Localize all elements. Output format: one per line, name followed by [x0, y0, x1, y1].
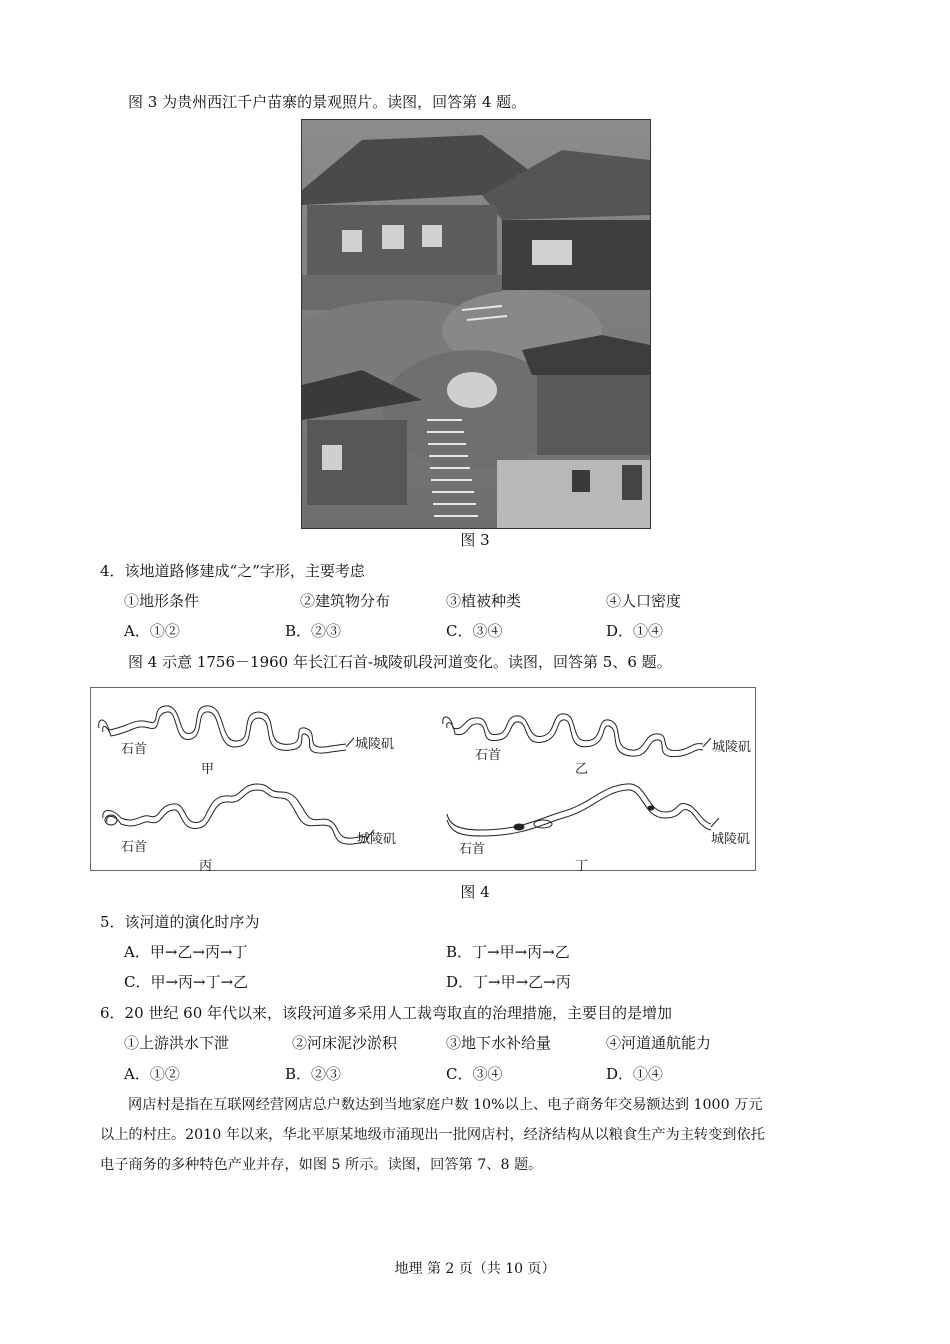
q6-choice-c: C．③④ [446, 1065, 503, 1083]
q6-choice-d: D．①④ [606, 1065, 664, 1083]
panel-c-label: 丙 [199, 859, 213, 874]
panel-b-start-label: 石首 [475, 748, 502, 763]
passage-line-2: 以上的村庄。2010 年以来，华北平原某地级市涌现出一批网店村，经济结构从以粮食生产为主转变到依托 [100, 1127, 765, 1143]
q6-choice-b: B．②③ [285, 1065, 342, 1083]
panel-a-label: 甲 [201, 762, 215, 777]
q6-stem: 6．20 世纪 60 年代以来，该段河道多采用人工裁弯取直的治理措施，主要目的是增加 [100, 1004, 673, 1022]
passage-line-1: 网店村是指在互联网经营网店总户数达到当地家庭户数 10%以上、电子商务年交易额达到 1000 万元 [128, 1097, 763, 1113]
q4-choice-c: C．③④ [446, 622, 503, 640]
q6-item-3: ③地下水补给量 [446, 1034, 552, 1052]
river-evolution-figure [90, 687, 756, 874]
q4-choice-d: D．①④ [606, 622, 664, 640]
panel-d-label: 丁 [575, 859, 589, 874]
q6-choice-a: A．①② [124, 1065, 180, 1083]
panel-b-label: 乙 [575, 762, 589, 777]
q4-item-3: ③植被种类 [446, 592, 522, 610]
fig4-caption: 图 4 [460, 883, 490, 901]
fig3-caption: 图 3 [460, 531, 490, 549]
panel-c-end-label: 城陵矶 [357, 832, 397, 847]
panel-a-start-label: 石首 [121, 742, 148, 757]
q5-choice-c: C．甲→丙→丁→乙 [124, 973, 249, 991]
q5-choice-b: B．丁→甲→丙→乙 [446, 943, 570, 961]
q4-choice-b: B．②③ [285, 622, 342, 640]
q6-item-2: ②河床泥沙淤积 [292, 1034, 398, 1052]
q5-stem: 5．该河道的演化时序为 [100, 913, 260, 931]
page-footer: 地理 第 2 页（共 10 页） [394, 1261, 556, 1277]
fig4-intro: 图 4 示意 1756－1960 年长江石首-城陵矶段河道变化。读图，回答第 5、6 题。 [128, 653, 672, 671]
q6-item-1: ①上游洪水下泄 [124, 1034, 230, 1052]
panel-c-start-label: 石首 [121, 840, 148, 855]
q5-choice-d: D．丁→甲→乙→丙 [446, 973, 571, 991]
q4-stem: 4．该地道路修建成“之”字形，主要考虑 [100, 562, 365, 580]
q4-item-4: ④人口密度 [606, 592, 682, 610]
panel-b-end-label: 城陵矶 [712, 740, 752, 755]
panel-d-end-label: 城陵矶 [711, 832, 751, 847]
q5-choice-a: A．甲→乙→丙→丁 [124, 943, 248, 961]
panel-a-end-label: 城陵矶 [355, 737, 395, 752]
panel-d-start-label: 石首 [459, 842, 486, 857]
q4-choice-a: A．①② [124, 622, 180, 640]
q4-item-1: ①地形条件 [124, 592, 200, 610]
q4-item-2: ②建筑物分布 [300, 592, 391, 610]
passage-line-3: 电子商务的多种特色产业并存，如图 5 所示。读图，回答第 7、8 题。 [100, 1157, 543, 1173]
q6-item-4: ④河道通航能力 [606, 1034, 712, 1052]
miao-village-photo [301, 119, 651, 529]
fig3-intro: 图 3 为贵州西江千户苗寨的景观照片。读图，回答第 4 题。 [128, 93, 527, 111]
